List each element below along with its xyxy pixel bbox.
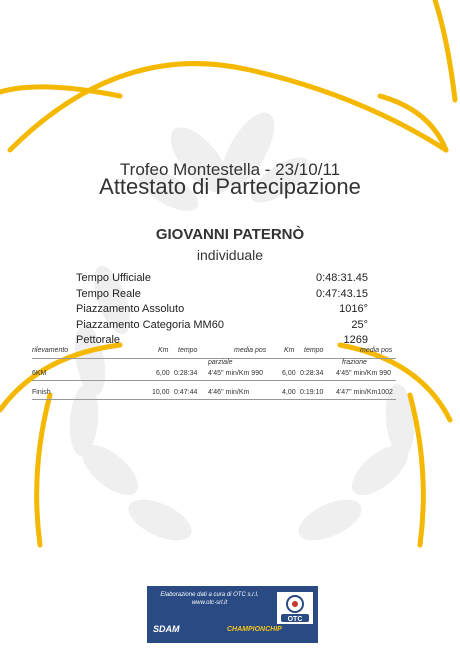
cell-rilevamento: 6KM [32, 370, 47, 377]
cell-tempo-frazione: 0:28:34 [300, 370, 324, 377]
cell-km: 6,00 [156, 370, 170, 377]
header-media-pos-frazione: media pos [360, 347, 393, 354]
result-label: Tempo Ufficiale [76, 272, 151, 284]
result-row [76, 271, 368, 287]
footer-credits [147, 591, 272, 607]
result-label: Piazzamento Categoria MM60 [76, 318, 224, 331]
category-label: individuale [196, 247, 264, 263]
cell-tempo: 0:47:44 [174, 389, 198, 396]
result-label: Pettorale [76, 334, 121, 346]
otc-logo-icon [277, 592, 313, 624]
footer-line-1: Elaborazione dati a cura di OTC s.r.l. [160, 592, 259, 598]
cell-media: 4'45'' min/Km 990 [208, 370, 263, 377]
table-subheader-row [32, 359, 396, 370]
header-rilevamento: rilevamento [32, 347, 69, 354]
athlete-name: GIOVANNI PATERNÒ [155, 226, 305, 243]
cell-tempo: 0:28:34 [174, 370, 198, 377]
subheader-frazione: frazione [342, 359, 367, 366]
header-tempo-frazione: tempo [304, 347, 324, 354]
sdam-logo: SDAM [153, 624, 180, 634]
result-value: 0:47:43.15 [316, 287, 368, 300]
cell-media-frazione: 4'45'' min/Km 990 [336, 370, 391, 377]
header-media-pos: media pos [234, 347, 267, 354]
footer-website[interactable]: www.otc-srl.it [191, 600, 228, 606]
table-header-row [32, 347, 396, 359]
result-row [76, 318, 368, 334]
header-km: Km [158, 347, 169, 354]
result-label: Tempo Reale [76, 287, 141, 300]
results-list [76, 271, 368, 349]
cell-tempo-frazione: 0:19:10 [300, 389, 324, 396]
table-row [32, 389, 396, 400]
championchip-logo: CHAMPIONCHIP [227, 626, 282, 633]
cell-km-frazione: 6,00 [282, 370, 296, 377]
result-row [76, 302, 368, 318]
header-tempo: tempo [178, 347, 198, 354]
otc-logo-text: OTC [287, 616, 303, 623]
event-title: Trofeo Montestella - 23/10/11 [119, 160, 341, 179]
cell-media: 4'46'' min/Km [208, 389, 250, 396]
table-row [32, 370, 396, 381]
cell-km: 10,00 [152, 389, 170, 396]
result-value: 25° [351, 318, 368, 331]
result-value: 1269 [343, 334, 368, 346]
sponsor-footer [147, 586, 318, 643]
cell-km-frazione: 4,00 [282, 389, 296, 396]
result-value: 1016° [339, 303, 368, 315]
header-km-frazione: Km [284, 347, 295, 354]
result-label: Piazzamento Assoluto [76, 303, 185, 315]
cell-media-frazione: 4'47'' min/Km1002 [336, 389, 393, 396]
result-value: 0:48:31.45 [316, 272, 368, 284]
subheader-parziale: parziale [208, 359, 233, 366]
document-title: Attestato di Partecipazione [99, 174, 361, 199]
result-row [76, 287, 368, 303]
split-times-table [32, 347, 396, 400]
cell-rilevamento: Finish [32, 389, 51, 396]
